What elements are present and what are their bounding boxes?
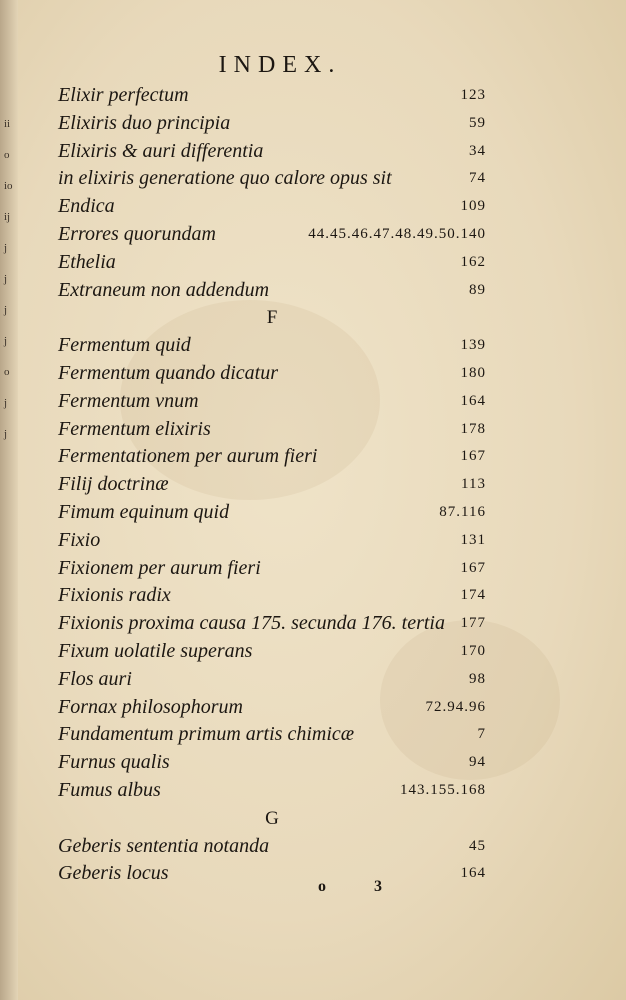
entry-page-numbers: 74 <box>469 170 486 187</box>
entry-term: Fixum uolatile superans <box>58 639 253 662</box>
entry-term: Fixionem per aurum fieri <box>58 556 261 579</box>
index-title: INDEX. <box>218 52 342 78</box>
entry-term: Fermentum quid <box>58 334 191 357</box>
entry-page-numbers: 87.116 <box>439 503 486 520</box>
entry-term: Fumus albus <box>58 778 161 801</box>
index-entry <box>58 388 486 416</box>
index-entry <box>58 221 486 249</box>
section-letter-label: G <box>265 807 279 829</box>
entry-page-numbers: 45 <box>469 837 486 854</box>
entry-term: Fixio <box>58 528 101 551</box>
index-entry <box>58 110 486 138</box>
entry-page-numbers: 123 <box>460 87 486 103</box>
index-entry <box>58 360 486 388</box>
entry-page-numbers: 59 <box>469 114 486 131</box>
entry-term: Filij doctrinæ <box>58 473 169 496</box>
entry-term: Ethelia <box>58 250 116 273</box>
index-entry <box>58 277 486 305</box>
entry-term: Flos auri <box>58 667 132 690</box>
entry-term: Geberis locus <box>58 862 169 885</box>
gutter-mark: j <box>4 304 8 316</box>
entry-term: Fimum equinum quid <box>58 500 230 523</box>
gutter-mark: io <box>4 180 13 192</box>
entry-page-numbers: 72.94.96 <box>425 698 486 715</box>
entry-page-numbers: 177 <box>460 615 486 632</box>
entry-page-numbers: 139 <box>460 337 486 354</box>
entry-term: Endica <box>58 195 115 218</box>
index-entry <box>58 749 486 777</box>
entry-page-numbers: 164 <box>460 392 486 409</box>
entry-term: Fermentum quando dicatur <box>58 361 278 384</box>
entry-term: Extraneum non addendum <box>58 278 270 301</box>
section-letter <box>58 805 486 833</box>
entry-term: Elixiris duo principia <box>58 111 231 134</box>
signature-mark: o 3 <box>318 878 404 895</box>
entry-page-numbers: 113 <box>461 476 486 493</box>
index-entry <box>58 582 486 610</box>
entry-page-numbers: 180 <box>460 364 486 381</box>
index-entry <box>58 332 486 360</box>
index-entry <box>58 138 486 166</box>
section-letter <box>58 304 486 332</box>
entry-term: Errores quorundam <box>58 222 216 245</box>
entry-page-numbers: 167 <box>460 448 486 465</box>
index-entry <box>58 527 486 555</box>
index-entry <box>58 638 486 666</box>
index-entry <box>58 694 486 722</box>
index-entry <box>58 860 486 888</box>
entry-page-numbers: 94 <box>469 754 486 771</box>
entry-page-numbers: 178 <box>460 420 486 437</box>
entry-page-numbers: 44.45.46.47.48.49.50.140 <box>308 225 486 242</box>
entry-page-numbers: 164 <box>460 865 486 882</box>
facing-page-gutter <box>0 0 18 1000</box>
entry-page-numbers: 143.155.168 <box>400 781 486 798</box>
entry-page-numbers: 174 <box>460 587 486 604</box>
entry-page-numbers: 89 <box>469 281 486 298</box>
index-entries <box>58 82 486 888</box>
index-entry <box>58 249 486 277</box>
entry-term: Fornax philosophorum <box>58 695 243 718</box>
index-entry <box>58 416 486 444</box>
entry-term: Elixiris & auri differentia <box>58 139 264 162</box>
entry-page-numbers: 34 <box>469 142 486 159</box>
index-entry <box>58 610 486 638</box>
gutter-mark: o <box>4 366 10 378</box>
entry-page-numbers: 162 <box>460 253 486 270</box>
entry-term: Fermentum vnum <box>58 389 199 412</box>
entry-page-numbers: 131 <box>460 531 486 548</box>
entry-page-numbers: 109 <box>460 198 486 215</box>
gutter-mark: ii <box>4 118 11 130</box>
index-entry <box>58 165 486 193</box>
entry-page-numbers: 167 <box>460 559 486 576</box>
gutter-mark: j <box>4 397 8 409</box>
entry-page-numbers: 7 <box>477 726 486 743</box>
gutter-mark: j <box>4 335 8 347</box>
index-entry <box>58 193 486 221</box>
section-letter-label: F <box>266 307 278 329</box>
index-entry <box>58 666 486 694</box>
gutter-mark: j <box>4 273 8 285</box>
entry-term: Fixionis radix <box>58 584 171 607</box>
entry-term: Geberis sententia notanda <box>58 834 270 857</box>
entry-term: Elixir perfectum <box>58 84 189 106</box>
entry-term: Fermentum elixiris <box>58 417 211 440</box>
entry-page-numbers: 98 <box>469 670 486 687</box>
entry-page-numbers: 170 <box>460 642 486 659</box>
index-entry <box>58 777 486 805</box>
gutter-mark: ij <box>4 211 11 223</box>
entry-term: Fermentationem per aurum fieri <box>58 445 318 468</box>
entry-term: in elixiris generatione quo calore opus sit <box>58 167 392 190</box>
gutter-mark: o <box>4 149 10 161</box>
index-entry <box>58 555 486 583</box>
index-entry <box>58 833 486 861</box>
index-entry <box>58 721 486 749</box>
gutter-mark: j <box>4 242 8 254</box>
entry-term: Furnus qualis <box>58 751 170 774</box>
index-entry <box>58 443 486 471</box>
index-entry <box>58 499 486 527</box>
index-entry <box>58 82 486 110</box>
index-entry <box>58 471 486 499</box>
entry-term: Fundamentum primum artis chimicæ <box>58 723 355 746</box>
entry-term: Fixionis proxima causa 175. secunda 176. tertia <box>58 612 445 635</box>
gutter-mark: j <box>4 428 8 440</box>
